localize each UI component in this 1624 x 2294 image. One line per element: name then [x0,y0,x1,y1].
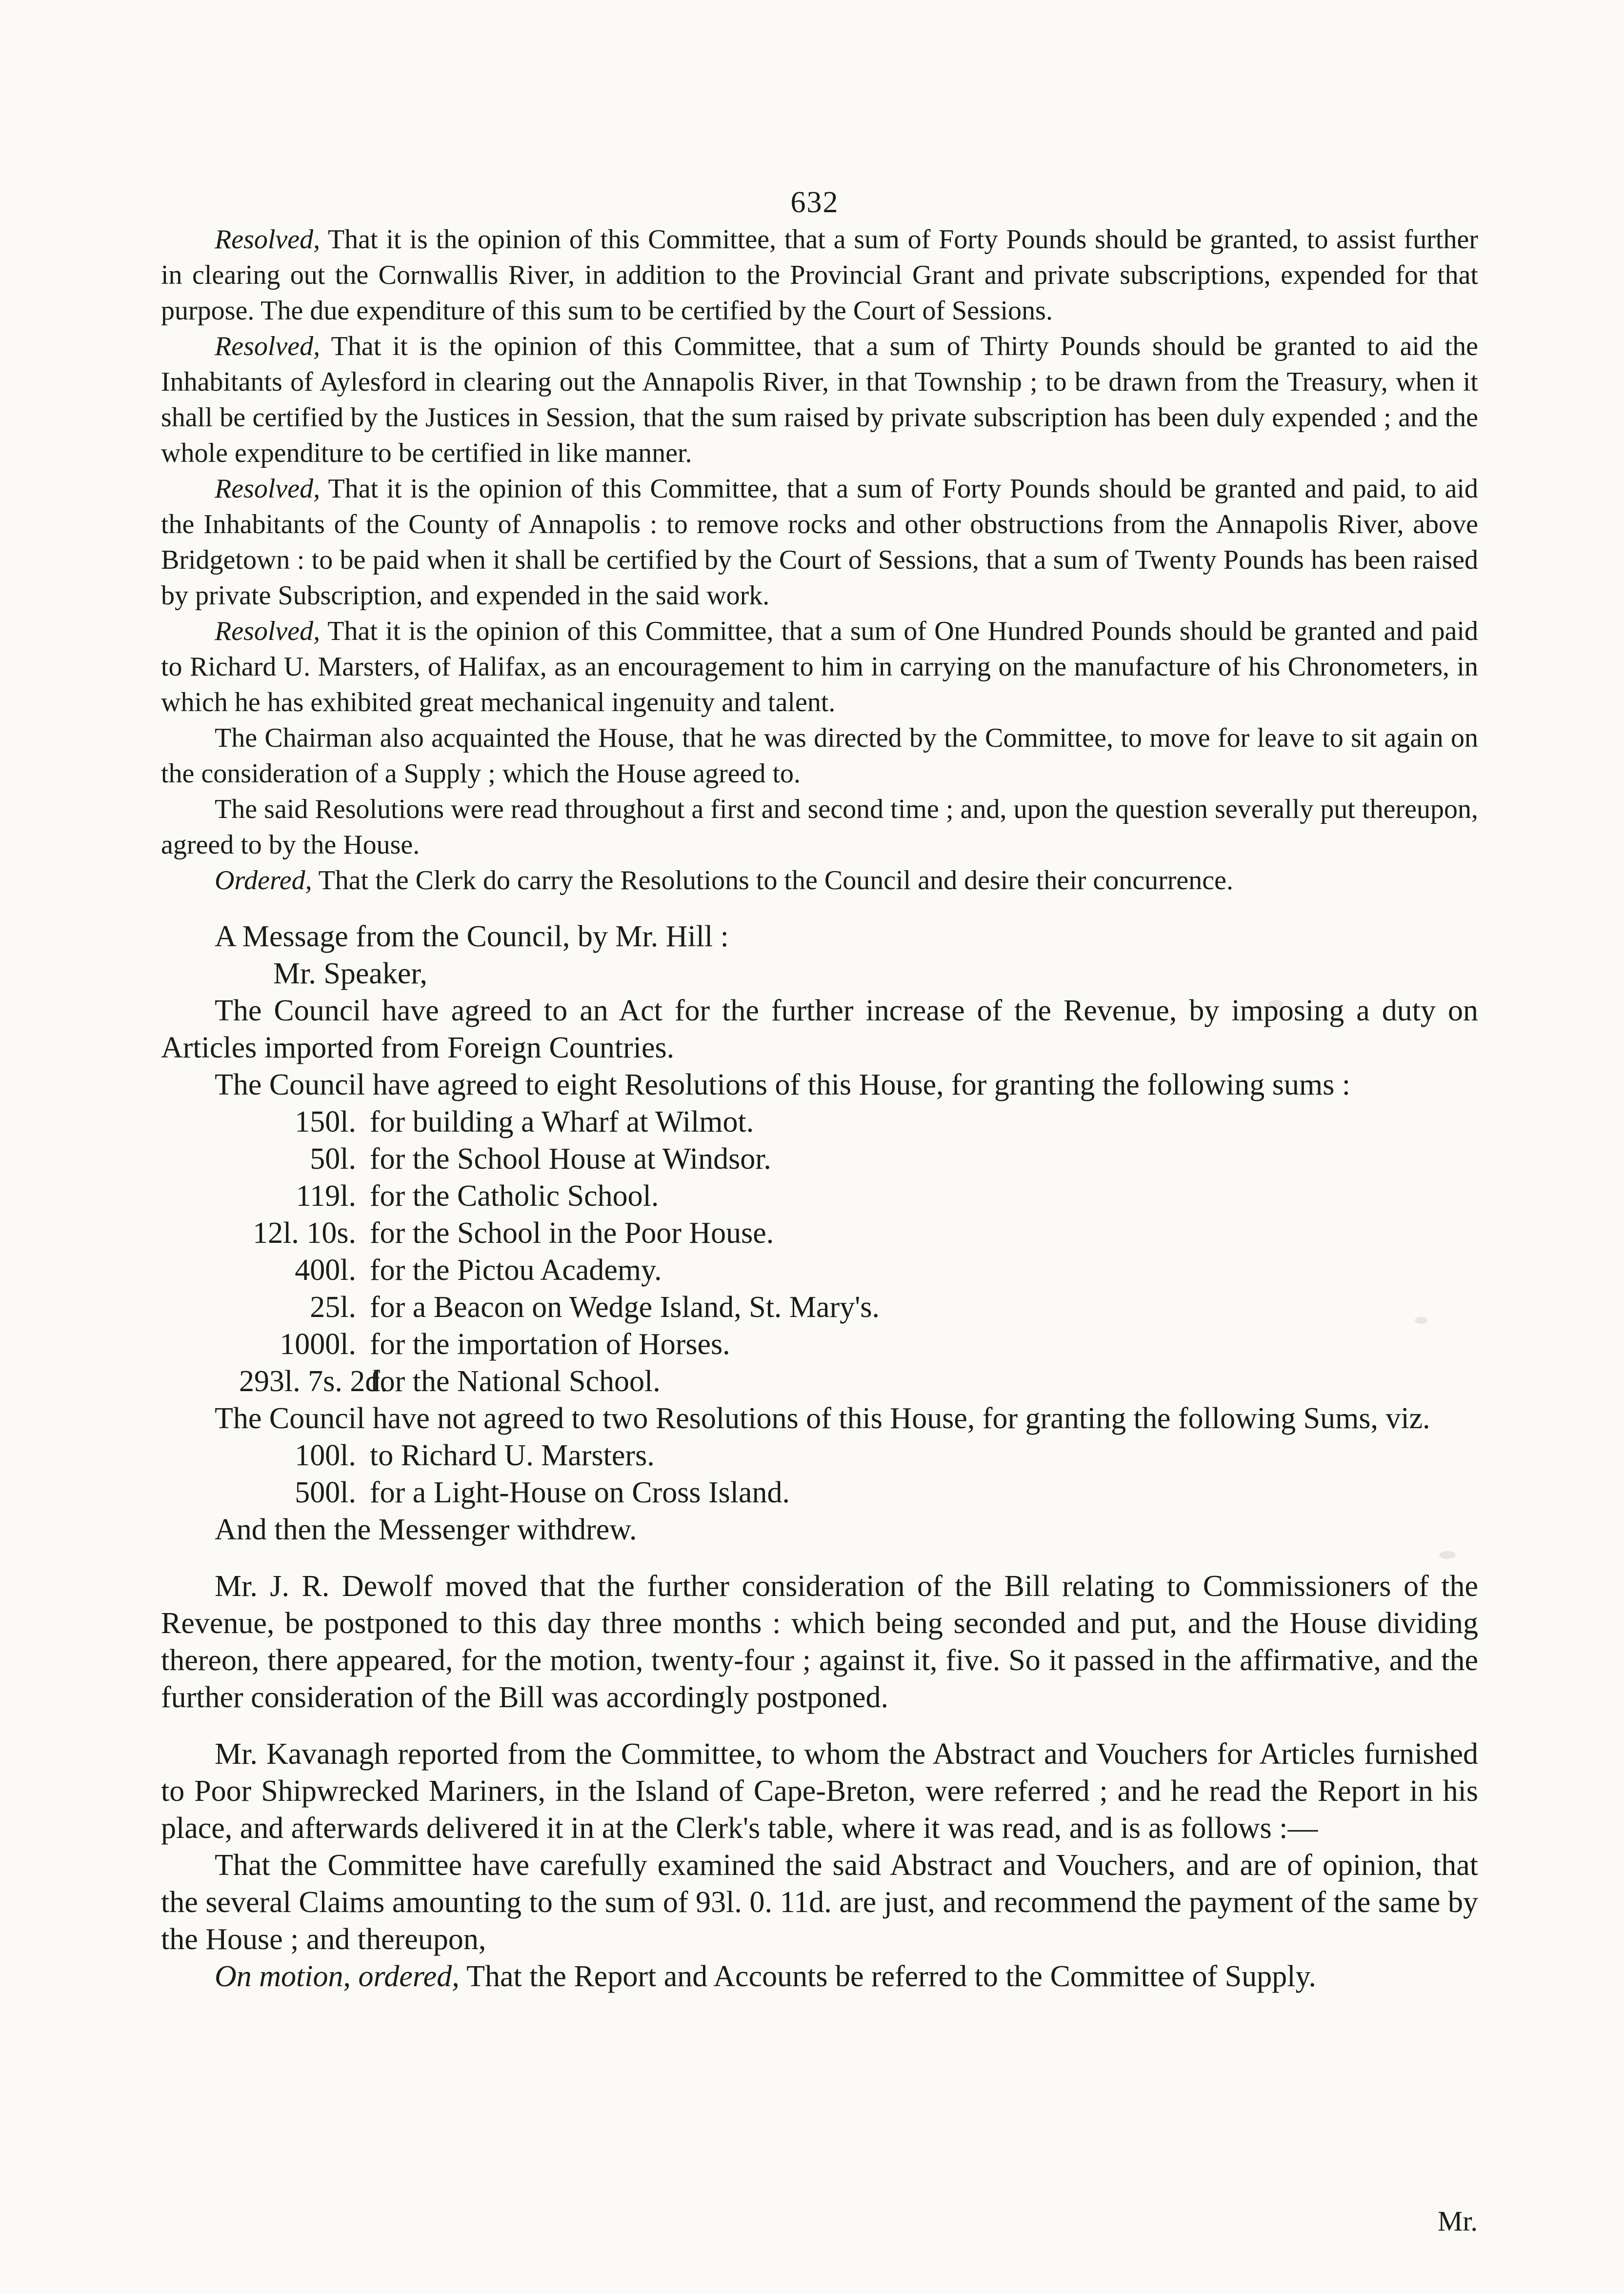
sum-amount: 50l. [310,1142,356,1176]
list-item [161,1215,1478,1252]
message-closing: And then the Messenger withdrew. [215,1513,637,1546]
sum-purpose: for a Beacon on Wedge Island, St. Mary's. [370,1291,880,1324]
resolution-text: That it is the opinion of this Committee, that a sum of Forty Pounds should be granted and paid, to aid the Inhabitants of the County of Annapolis : to remove rocks and other obstructions from the Annapolis River, above Bridgetown : to be paid when it shall be certified by the Court of Sessions, that a sum of Twenty Pounds has been raised by private Subscription, and expended in the said work. [161,474,1478,611]
message-salutation: Mr. Speaker, [273,957,428,990]
message-not-agreed-intro: The Council have not agreed to two Resolutions of this House, for granting the following Sums, viz. [215,1402,1430,1435]
sum-purpose: for the Catholic School. [370,1179,659,1213]
resolution-text: That it is the opinion of this Committee, that a sum of Forty Pounds should be granted, to assist further in clearing out the Cornwallis River, in addition to the Provincial Grant and private subscriptions, expended for that purpose. The due expenditure of this sum to be certified by the Court of Sessions. [161,224,1478,326]
list-item [161,1363,1478,1400]
dewolf-motion-paragraph: Mr. J. R. Dewolf moved that the further consideration of the Bill relating to Commissioners of the Revenue, be postponed to this day three months : which being seconded and put, and the House dividing thereon, there appeared, for the motion, twenty-four ; against it, five. So it passed in the affirmative, and the further consideration of the Bill was accordingly postponed. [161,1570,1478,1714]
list-item [161,1103,1478,1140]
motion-ordered-lead: On motion, ordered, [215,1960,460,1993]
chairman-paragraph: The Chairman also acquainted the House, that he was directed by the Committee, to move for leave to sit again on the consideration of a Supply ; which the House agreed to. [161,723,1478,789]
list-item [161,1177,1478,1215]
sum-amount: 150l. [295,1105,356,1138]
sum-purpose: for the importation of Horses. [370,1328,730,1361]
message-agreed-intro: The Council have agreed to eight Resolutions of this House, for granting the following sums : [215,1068,1351,1101]
resolution-lead: Resolved, [215,224,321,255]
sum-amount: 12l. 10s. [253,1217,356,1250]
list-item [161,1437,1478,1474]
sum-amount: 400l. [295,1254,356,1287]
motion-ordered-paragraph [161,1958,1478,1995]
journal-text [161,222,1478,1995]
ordered-lead: Ordered, [215,865,312,896]
list-item [161,1289,1478,1326]
print-speck [1439,1551,1456,1559]
resolution-lead: Resolved, [215,616,321,646]
resolution-lead: Resolved, [215,474,321,504]
sum-amount: 500l. [295,1476,356,1509]
ordered-text: That the Clerk do carry the Resolutions to the Council and desire their concurrence. [312,865,1233,896]
resolution-paragraph [161,614,1478,720]
sum-purpose: for a Light-House on Cross Island. [370,1476,790,1509]
agreed-sums-list [161,1103,1478,1400]
sum-purpose: to Richard U. Marsters. [370,1439,655,1472]
sum-purpose: for the Pictou Academy. [370,1254,662,1287]
resolution-paragraph [161,329,1478,471]
resolutions-read-paragraph: The said Resolutions were read throughout a first and second time ; and, upon the question severally put thereupon, agreed to by the House. [161,794,1478,860]
sum-amount: 25l. [310,1291,356,1324]
print-speck [1415,1317,1427,1324]
motion-ordered-text: That the Report and Accounts be referred to the Committee of Supply. [459,1960,1316,1993]
resolution-text: That it is the opinion of this Committee, that a sum of Thirty Pounds should be granted to aid the Inhabitants of Aylesford in clearing out the Annapolis River, in that Township ; to be drawn from the Treasury, when it shall be certified by the Justices in Session, that the sum raised by private subscription has been duly expended ; and the whole expenditure to be certified in like manner. [161,331,1478,468]
sum-amount: 1000l. [280,1328,356,1361]
print-speck [1268,1000,1283,1009]
resolution-paragraph [161,222,1478,329]
page-number: 632 [790,186,839,219]
sum-purpose: for building a Wharf at Wilmot. [370,1105,754,1138]
list-item [161,1140,1478,1177]
sum-amount: 119l. [296,1179,356,1213]
committee-opinion-paragraph: That the Committee have carefully examined the said Abstract and Vouchers, and are of opinion, that the several Claims amounting to the sum of 93l. 0. 11d. are just, and recommend the payment of the same by the House ; and thereupon, [161,1849,1478,1956]
ordered-paragraph [161,863,1478,898]
message-intro: A Message from the Council, by Mr. Hill : [215,920,729,953]
resolution-lead: Resolved, [215,331,321,361]
resolution-paragraph [161,471,1478,614]
sum-purpose: for the School House at Windsor. [370,1142,771,1176]
sum-purpose: for the School in the Poor House. [370,1217,774,1250]
catchword: Mr. [1437,2205,1478,2237]
list-item [161,1326,1478,1363]
resolution-text: That it is the opinion of this Committee, that a sum of One Hundred Pounds should be granted and paid to Richard U. Marsters, of Halifax, as an encouragement to him in carrying on the manufacture of his Chronometers, in which he has exhibited great mechanical ingenuity and talent. [161,616,1478,718]
list-item [161,1252,1478,1289]
kavanagh-report-paragraph: Mr. Kavanagh reported from the Committee, to whom the Abstract and Vouchers for Articles furnished to Poor Shipwrecked Mariners, in the Island of Cape-Breton, were referred ; and he read the Report in his place, and afterwards delivered it in at the Clerk's table, where it was read, and is as follows :— [161,1737,1478,1845]
sum-amount: 293l. 7s. 2d. [239,1365,388,1398]
message-agreed-act: The Council have agreed to an Act for the further increase of the Revenue, by imposing a duty on Articles imported from Foreign Countries. [161,994,1478,1064]
not-agreed-sums-list [161,1437,1478,1511]
list-item [161,1474,1478,1511]
sum-purpose: for the National School. [370,1365,661,1398]
sum-amount: 100l. [295,1439,356,1472]
